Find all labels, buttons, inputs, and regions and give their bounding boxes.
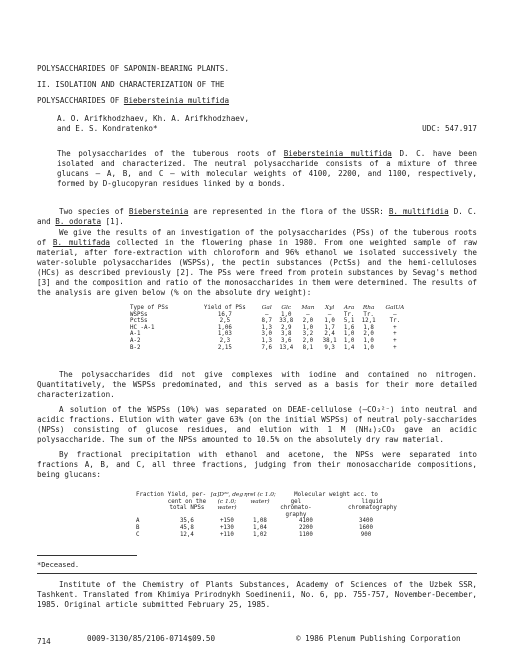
t1-cell: 3,6 <box>281 337 292 344</box>
t1-cell: A-1 <box>130 331 141 338</box>
t2-cell: 3400 <box>358 518 373 525</box>
paragraph-1 <box>37 207 477 227</box>
t2-cell: 1,08 <box>252 518 267 525</box>
t1-cell: 1,3 <box>261 337 272 344</box>
affiliation-rule <box>37 573 477 574</box>
t2-cell: 900 <box>360 531 372 538</box>
monosaccharide-table <box>130 305 410 351</box>
t2-col-viscosity: ηrel (c 1.0; water) <box>243 492 276 505</box>
copyright: © 1986 Plenum Publishing Corporation <box>296 634 461 643</box>
t2-col-yield: Yield, per-cent on the total NPSs <box>167 492 207 512</box>
t1-cell: 8,7 <box>261 318 272 325</box>
t1-cell: 1,3 <box>261 324 272 331</box>
abstract-text <box>57 149 477 189</box>
title-prefix: POLYSACCHARIDES OF <box>37 96 124 105</box>
table-row <box>130 331 410 338</box>
p1-sp1: B. multifidia <box>388 207 449 216</box>
abstract-part-2: D. C. have been isolated and characterized. The neutral polysaccharide consists of a mixture of three glucans — A, B, and C — with molecular weights of 4100, 2200, and 1100, respectively, formed by D-glucopyran residues linked by α bonds. <box>57 149 478 188</box>
t1-cell: 8,1 <box>302 344 314 351</box>
t1-cell: 1,0 <box>363 344 374 351</box>
t1-cell: 38,1 <box>322 337 337 344</box>
t2-cell: 1,04 <box>252 524 267 531</box>
t1-cell: 13,4 <box>279 344 294 351</box>
t2-mw-liquid: liquid chromatography <box>348 498 397 512</box>
abstract <box>57 149 477 189</box>
t1-header-cell: Glc <box>281 305 292 311</box>
udc-code: UDC: 547.917 <box>422 124 477 133</box>
paragraph-3: The polysaccharides did not give complexes with iodine and contained no nitrogen. Quantitatively, the WSPSs predominated, and this served as a basis for their more detailed characterization. <box>37 370 477 399</box>
table-1-header-row <box>130 305 410 312</box>
t2-cell: +130 <box>219 524 234 531</box>
table-row <box>136 518 396 525</box>
t1-header-cell: Gal <box>261 305 272 311</box>
table-row <box>136 532 396 539</box>
t1-cell: — <box>306 311 310 318</box>
p2-sp: B. multifada <box>52 238 110 247</box>
t2-cell: B <box>136 524 140 531</box>
p1-c: D. C. and <box>37 207 478 226</box>
paragraph-2 <box>37 228 477 298</box>
t1-cell: 3,0 <box>261 331 272 338</box>
p1-sp2: B. odorata <box>55 217 102 226</box>
t1-cell: 1,7 <box>324 324 335 331</box>
t1-cell: 2,9 <box>281 324 292 331</box>
title-line-1: POLYSACCHARIDES OF SAPONIN-BEARING PLANTS. <box>37 64 230 73</box>
t1-cell: 16,7 <box>217 311 232 318</box>
t1-cell: 1,0 <box>302 324 314 331</box>
t2-cell: 2200 <box>298 524 313 531</box>
authors-line-2-row <box>57 124 477 134</box>
table-2-header-row <box>136 492 396 518</box>
body-section-2 <box>37 370 477 480</box>
abstract-species: Biebersteinia multifida <box>283 149 392 158</box>
t2-cell: 35,6 <box>179 518 194 525</box>
t1-cell: 1,0 <box>343 331 355 338</box>
t1-header-cell: Xyl <box>324 305 335 311</box>
t2-cell: 12,4 <box>179 531 194 538</box>
page-number: 714 <box>37 637 51 646</box>
t1-header-cell: Type of PSs <box>130 305 169 311</box>
t1-cell: 3,8 <box>281 331 292 338</box>
paragraph-5: By fractional precipitation with ethanol and acetone, the NPSs were separated into fractions A, B, and C, all three fractions, judging from their monosaccharide compositions, being glucans: <box>37 450 477 479</box>
t2-cell: 45,8 <box>179 524 194 531</box>
t1-cell: — <box>393 311 397 318</box>
paragraph-4: A solution of the WSPSs (10%) was separated on DEAE-cellulose (—CO₃²⁻) into neutral and acidic fractions. Elution with water gave 63% (on the initial WSPSs) of neutral poly-saccharides (NPSs) consisting of glucose residues, and elution with 1 M (NH₄)₂CO₃ gave an acidic polysaccharide. The sum of the NPSs amounted to 10.5% on the absolutely dry raw material. <box>37 405 477 444</box>
title-species: Biebersteinia multifida <box>123 96 230 105</box>
footnote-rule <box>37 555 137 556</box>
authors-line-1: A. O. Arifkhodzhaev, Kh. A. Arifkhodzhaev, <box>57 114 250 123</box>
t1-cell: HC -A-1 <box>130 324 155 331</box>
t2-col-rotation: [α]D²⁰, deg (c 1.0; water) <box>210 492 244 512</box>
p2-b: collected in the flowering phase in 1980. From one weighted sample of raw material, after fore-extraction with chloroform and 96% ethanol we isolated successively the water-soluble polysaccharides (WSPSs), the pectin substances (PctSs) and the hemi-celluloses (HCs) as described previously [2]. The PSs were freed from protein substances by Sevag's method [3] and the composition and ratio of the monosaccharides in them were determined. The results of the analysis are given below (% on the absolute dry weight): <box>37 238 477 297</box>
footnote: *Deceased. <box>37 561 80 569</box>
t1-cell: 2,0 <box>302 318 314 325</box>
affiliation-block <box>37 580 477 610</box>
table-row <box>130 338 410 345</box>
fraction-table <box>136 492 396 538</box>
table-row <box>136 525 396 532</box>
t1-cell: 1,06 <box>217 324 232 331</box>
t1-cell: 1,0 <box>324 318 335 325</box>
t1-cell: 2,3 <box>219 337 231 344</box>
table-row <box>130 312 410 319</box>
t1-cell: + <box>393 324 397 331</box>
affiliation: Institute of the Chemistry of Plants Substances, Academy of Sciences of the Uzbek SSR, Tashkent. Translated from Khimiya Prirodnykh Soedinenii, No. 6, pp. 755-757, November-December, 1985. Original article submitted February 25, 1985. <box>37 580 477 609</box>
t2-cell: 1600 <box>358 524 373 531</box>
t2-cell: 1100 <box>298 531 313 538</box>
t2-col-mw <box>276 492 396 518</box>
t1-cell: 7,6 <box>261 344 272 351</box>
t2-cell: +110 <box>219 531 234 538</box>
t1-cell: 1,03 <box>217 331 232 338</box>
t2-cell: A <box>136 518 140 525</box>
table-row <box>130 345 410 352</box>
paper-title <box>37 64 477 106</box>
t1-cell: 2,0 <box>302 337 314 344</box>
table-row <box>130 318 410 325</box>
t1-cell: 2,5 <box>219 318 231 325</box>
t1-header-cell: Man <box>301 305 315 311</box>
t2-cell: 1,02 <box>252 531 267 538</box>
t1-cell: + <box>393 337 397 344</box>
t1-cell: 2,0 <box>363 331 374 338</box>
t2-cell: 4100 <box>298 518 313 525</box>
table-2 <box>136 492 396 538</box>
t1-header-cell: Rha <box>362 305 375 311</box>
t1-header-cell: Ara <box>343 305 355 311</box>
t1-cell: 1,6 <box>343 324 355 331</box>
author-block <box>57 114 477 134</box>
abstract-part-1: The polysaccharides of the tuberous roots of <box>57 149 284 158</box>
t1-cell: 1,0 <box>363 337 374 344</box>
p2-a: We give the results of an investigation of the polysaccharides (PSs) of the tuberous roots of <box>37 228 477 247</box>
t1-header-cell: Yield of PSs <box>203 305 246 311</box>
t1-cell: 5,1 <box>343 318 355 325</box>
authors-line-2: and E. S. Kondratenko* <box>57 124 158 133</box>
t2-cell: C <box>136 531 140 538</box>
t1-cell: Tr. <box>343 311 355 318</box>
t1-cell: Tr. <box>389 318 401 325</box>
t1-cell: PctSs <box>130 318 148 325</box>
t1-cell: B-2 <box>130 344 141 351</box>
t1-cell: — <box>264 311 269 318</box>
t1-cell: 1,4 <box>343 344 355 351</box>
t1-cell: 2,4 <box>324 331 335 338</box>
p1-d: [1]. <box>101 217 124 226</box>
table-1-body <box>130 312 410 352</box>
t2-cell: +150 <box>219 518 234 525</box>
t1-cell: 12,1 <box>361 318 376 325</box>
p1-genus: Biebersteinia <box>128 207 189 216</box>
table-2-body <box>136 518 396 538</box>
t1-cell: 1,0 <box>343 337 355 344</box>
t1-cell: Tr. <box>363 311 374 318</box>
table-1 <box>130 305 410 351</box>
t2-mw-sub <box>276 499 396 519</box>
title-line-2: II. ISOLATION AND CHARACTERIZATION OF THE <box>37 80 225 89</box>
table-row <box>130 325 410 332</box>
t1-cell: 1,8 <box>363 324 374 331</box>
p1-a: Two species of <box>59 207 129 216</box>
t1-cell: 3,2 <box>302 331 314 338</box>
t2-col-fraction: Fraction <box>136 492 164 498</box>
t1-cell: 33,8 <box>279 318 294 325</box>
t1-cell: 2,15 <box>217 344 232 351</box>
t2-mw-gel: gel chromato-graphy <box>280 498 312 518</box>
t2-mw-top: Molecular weight acc. to <box>294 492 378 498</box>
issn-line: 0009-3130/85/2106-0714$09.50 <box>87 634 216 643</box>
t1-cell: + <box>393 344 397 351</box>
t1-cell: WSPSs <box>130 311 148 318</box>
title-line-3 <box>37 96 477 106</box>
t1-cell: — <box>327 311 332 318</box>
p1-b: are represented in the flora of the USSR: <box>188 207 389 216</box>
t1-cell: + <box>393 331 397 338</box>
t1-cell: 9,3 <box>324 344 335 351</box>
body-section-1 <box>37 207 477 298</box>
t1-cell: A-2 <box>130 337 141 344</box>
t1-header-cell: GalUA <box>385 305 405 311</box>
t1-cell: 1,0 <box>281 311 292 318</box>
